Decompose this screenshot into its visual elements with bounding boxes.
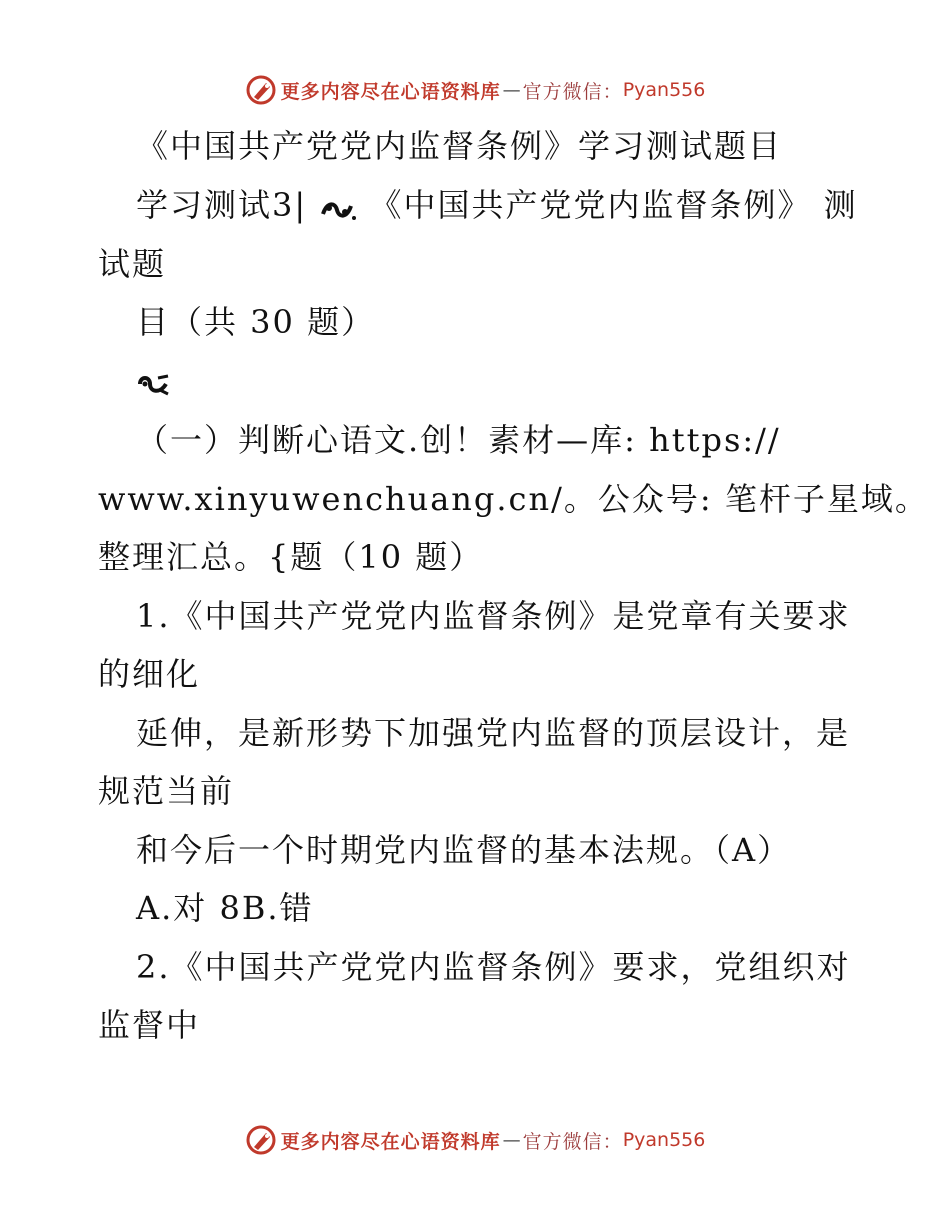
question-2-line-1: 2.《中国共产党党内监督条例》要求，党组织对 bbox=[136, 948, 851, 986]
section-line-2: www.xinyuwenchuang.cn/。公众号: 笔杆子星域。 bbox=[98, 480, 929, 518]
question-2-line-2: 监督中 bbox=[98, 1006, 201, 1044]
subtitle-continuation: 试题 bbox=[98, 245, 167, 283]
section-line-1: （一）判断心语文.创！素材—库: https:// bbox=[136, 421, 781, 459]
section-line-3: 整理汇总。{题（10 题） bbox=[98, 538, 484, 576]
question-1-line-5: 和今后一个时期党内监督的基本法规。（A） bbox=[136, 831, 792, 869]
banner-wechat-label: 官方微信： bbox=[522, 80, 623, 103]
question-1-line-2: 的细化 bbox=[98, 655, 201, 693]
pen-logo-icon bbox=[245, 1124, 277, 1156]
ornament-swirl-icon bbox=[319, 194, 357, 222]
banner-text: 更多内容尽在心语资料库 bbox=[280, 80, 501, 103]
question-1-options: A.对 8B.错 bbox=[136, 889, 314, 927]
banner-wechat-id: Pyan556 bbox=[622, 1129, 706, 1151]
subtitle-prefix: 学习测试3| bbox=[136, 186, 308, 224]
ornament-curl-icon bbox=[136, 372, 172, 398]
banner-wechat-label: 官方微信： bbox=[522, 1130, 623, 1153]
banner-separator: — bbox=[502, 79, 521, 101]
subtitle-suffix: 《中国共产党党内监督条例》 测 bbox=[369, 186, 858, 224]
question-1-line-1: 1.《中国共产党党内监督条例》是党章有关要求 bbox=[136, 597, 851, 635]
footer-banner bbox=[0, 1120, 950, 1160]
question-1-line-4: 规范当前 bbox=[98, 772, 235, 810]
pen-logo-icon bbox=[245, 74, 277, 106]
banner-separator: — bbox=[502, 1129, 521, 1151]
banner-text: 更多内容尽在心语资料库 bbox=[280, 1130, 501, 1153]
document-title: 《中国共产党党内监督条例》学习测试题目 bbox=[136, 127, 783, 165]
question-1-line-3: 延伸，是新形势下加强党内监督的顶层设计，是 bbox=[136, 714, 851, 752]
banner-wechat-id: Pyan556 bbox=[622, 79, 706, 101]
header-banner bbox=[0, 70, 950, 110]
ornament-line bbox=[136, 362, 172, 402]
question-count: 目（共 30 题） bbox=[136, 303, 376, 341]
subtitle-line bbox=[136, 185, 858, 225]
